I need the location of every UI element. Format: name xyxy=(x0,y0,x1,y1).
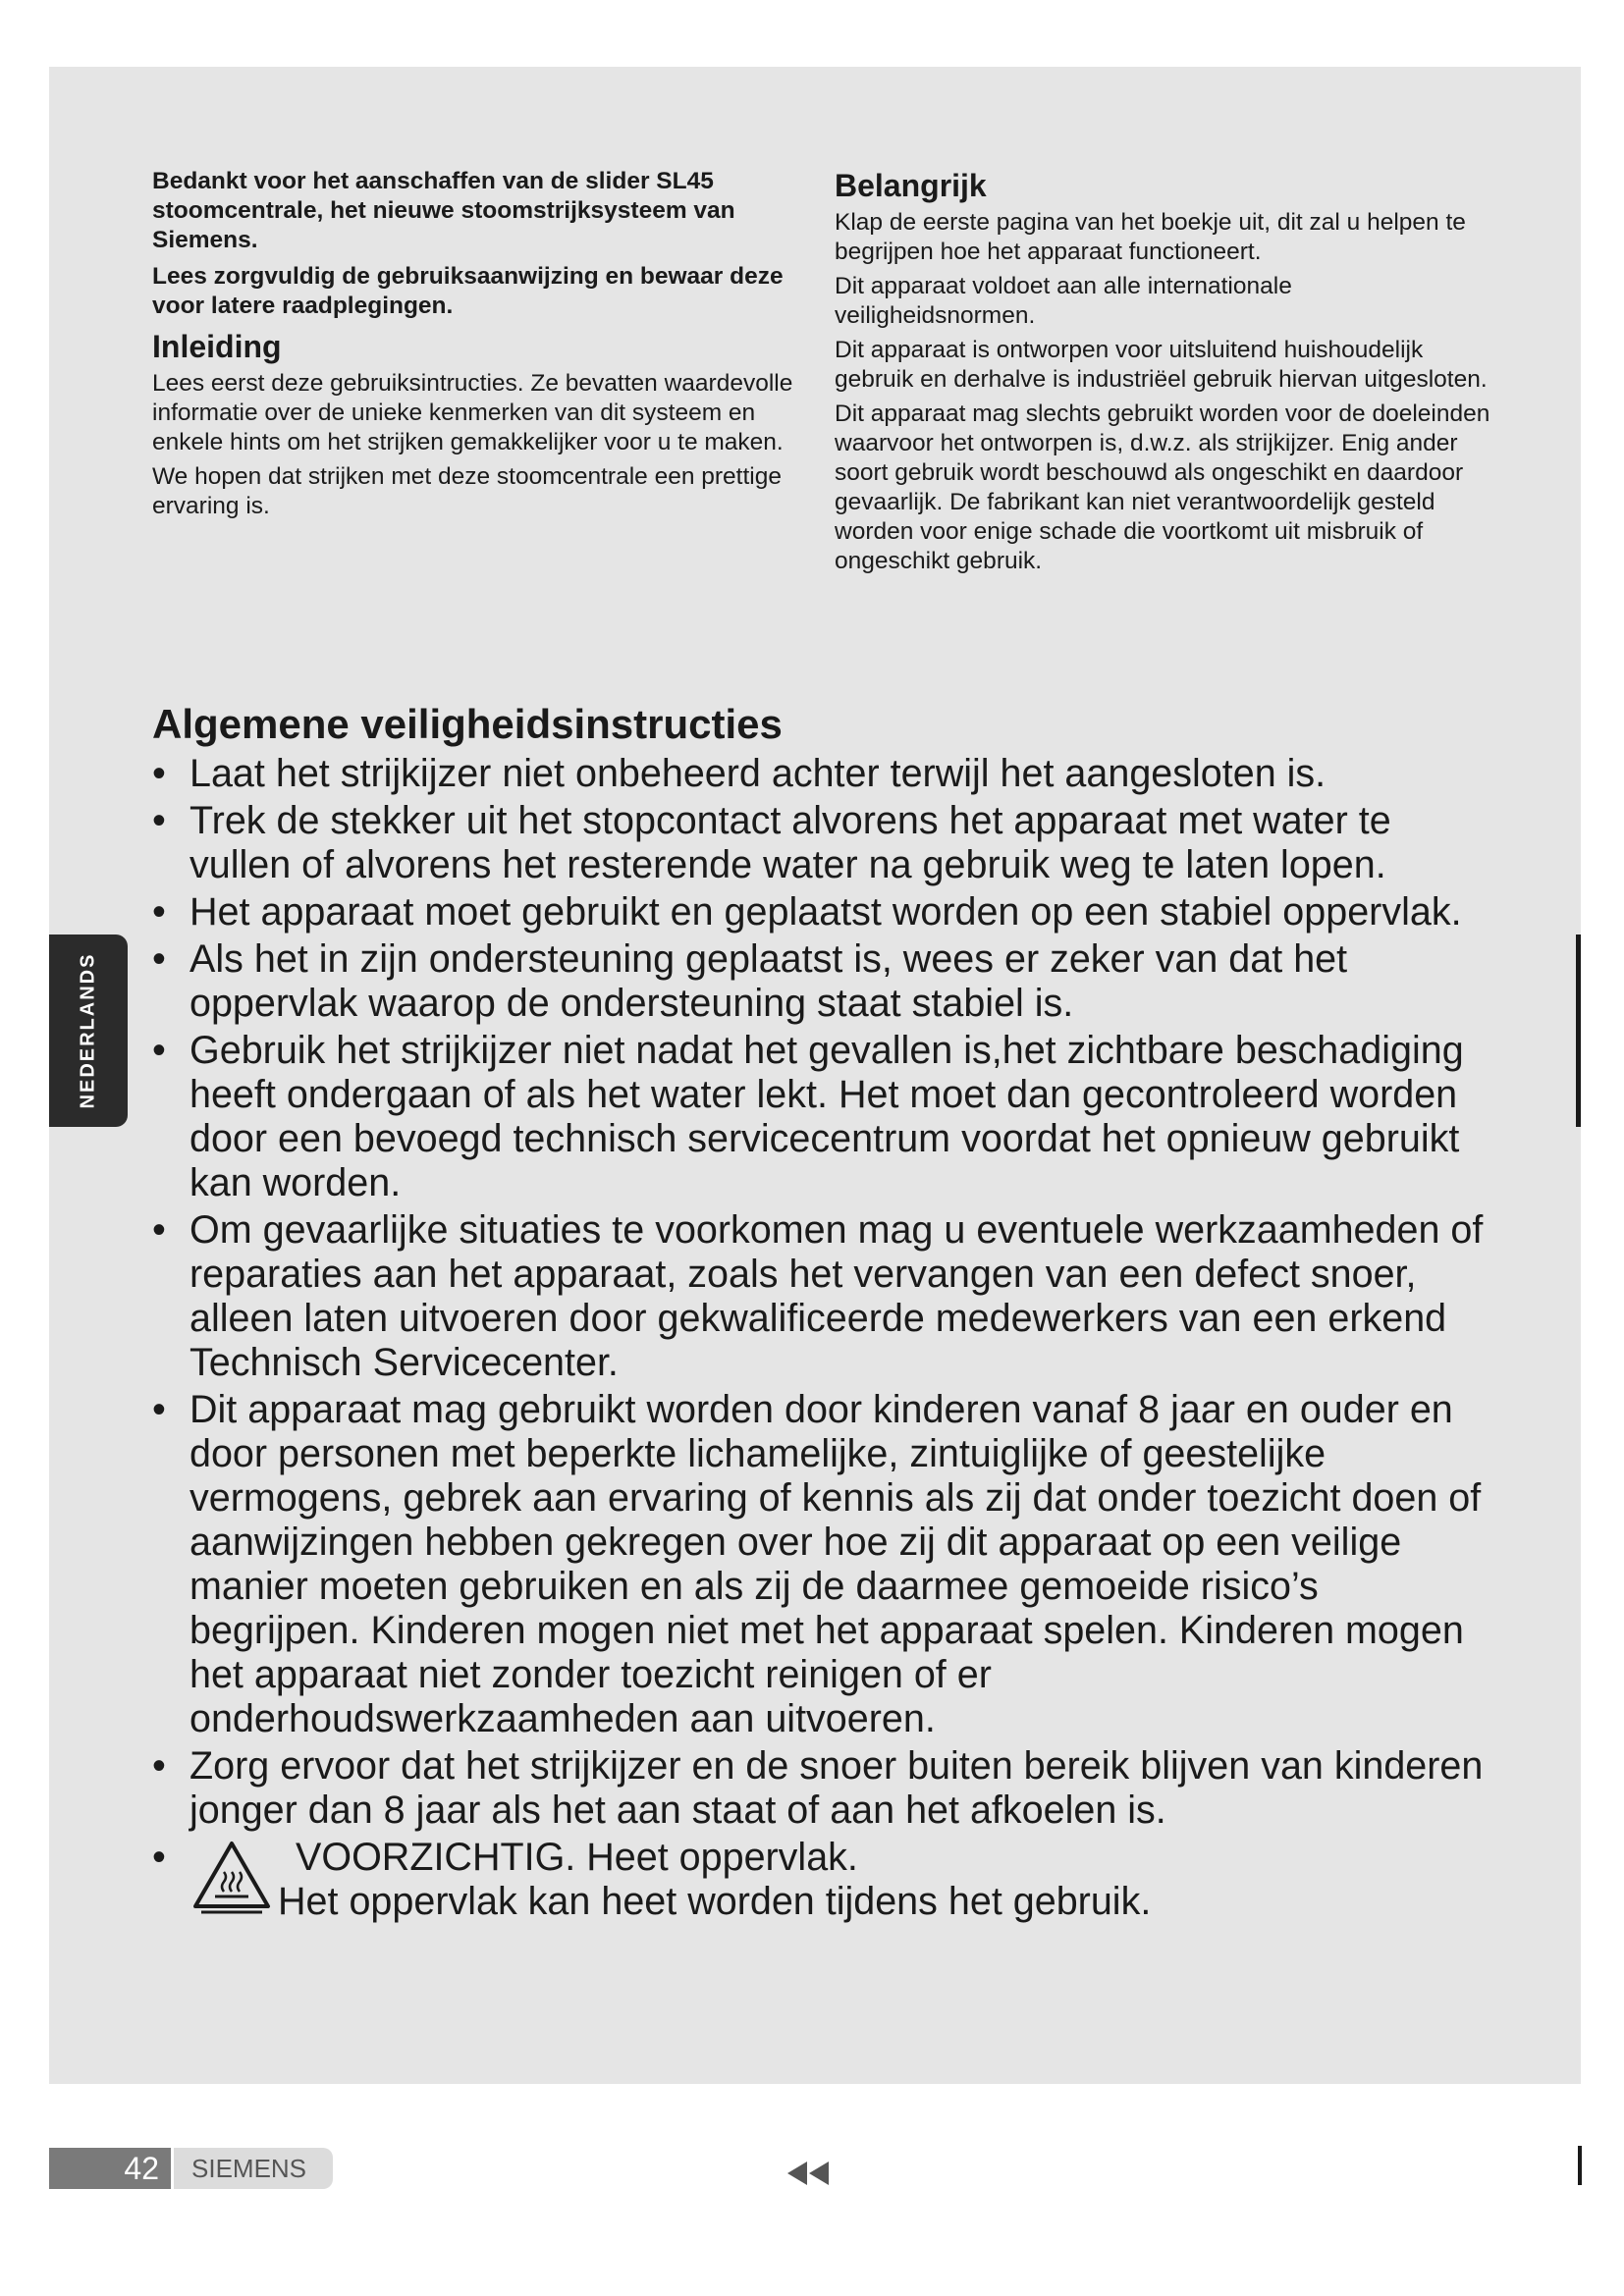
safety-item-text: Dit apparaat mag gebruikt worden door kinderen vanaf 8 jaar en ouder en door personen met beperkte lichamelijke, zintuiglijke of geestelijke vermogens, gebrek aan ervaring of kennis als zij dat onder toezicht doen of aanwijzingen hebben gekregen over hoe zij dit apparaat op een veilige manier moeten gebruiken en als zij de daarmee gemoeide risico’s begrijpen. Kinderen mogen niet met het apparaat spelen. Kinderen mogen het apparaat niet zonder toezicht reinigen of er onderhoudswerkzaamheden aan uitvoeren. xyxy=(189,1388,1482,1740)
warning-title: VOORZICHTIG. Heet oppervlak. xyxy=(296,1836,858,1879)
warning-text: Het oppervlak kan heet worden tijdens het gebruik. xyxy=(278,1880,1152,1923)
bullet: • xyxy=(152,1388,166,1431)
safety-item-text: Gebruik het strijkijzer niet nadat het gevallen is,het zichtbare beschadiging heeft ondergaan of als het water lekt. Het moet dan gecontroleerd worden door een bevoegd technisch servicecentrum voordat het opnieuw gebruikt kan worden. xyxy=(189,1029,1464,1204)
intro-right-column xyxy=(835,167,1492,581)
thanks-text: Bedankt voor het aanschaffen van de slider SL45 stoomcentrale, het nieuwe stoomstrijksysteem van Siemens. xyxy=(152,168,735,253)
safety-item-text: Zorg ervoor dat het strijkijzer en de snoer buiten bereik blijven van kinderen jonger dan 8 jaar als het aan staat of aan het afkoelen is. xyxy=(189,1744,1484,1832)
bullet: • xyxy=(152,752,166,795)
introduction-paragraph: We hopen dat strijken met deze stoomcentrale een prettige ervaring is. xyxy=(152,463,782,519)
safety-item-text: Het apparaat moet gebruikt en geplaatst worden op een stabiel oppervlak. xyxy=(189,890,1462,934)
bullet: • xyxy=(152,1029,166,1072)
footer-right-bar xyxy=(1578,2146,1582,2185)
language-tab[interactable] xyxy=(49,934,128,1127)
important-paragraph: Dit apparaat mag slechts gebruikt worden voor de doeleinden waarvoor het ontworpen is, d.w.z. als strijkijzer. Enig ander soort gebruik wordt beschouwd als ongeschikt en daardoor gevaarlijk. De fabrikant kan niet verantwoordelijk gesteld worden voor enige schade die voortkomt uit misbruik of ongeschikt gebruik. xyxy=(835,400,1490,574)
bullet: • xyxy=(152,1744,166,1788)
safety-item xyxy=(152,799,1488,887)
safety-item xyxy=(152,937,1488,1026)
intro-left-column xyxy=(152,167,810,526)
previous-page-icon[interactable] xyxy=(785,2160,835,2187)
safety-item xyxy=(152,1388,1488,1741)
safety-item-text: Laat het strijkijzer niet onbeheerd achter terwijl het aangesloten is. xyxy=(189,752,1326,795)
important-paragraph: Klap de eerste pagina van het boekje uit, dit zal u helpen te begrijpen hoe het apparaat functioneert. xyxy=(835,209,1466,265)
introduction-heading: Inleiding xyxy=(152,329,282,364)
hot-surface-warning-icon xyxy=(189,1838,274,1914)
bullet: • xyxy=(152,1208,166,1252)
brand-label: SIEMENS xyxy=(174,2148,333,2189)
bullet: • xyxy=(152,890,166,934)
safety-item xyxy=(152,752,1488,796)
safety-list xyxy=(152,752,1488,1927)
page-number: 42 xyxy=(49,2148,171,2189)
right-margin-bar xyxy=(1576,934,1581,1127)
safety-item xyxy=(152,1029,1488,1205)
bullet: • xyxy=(152,937,166,981)
important-heading: Belangrijk xyxy=(835,168,987,203)
safety-item-text: Als het in zijn ondersteuning geplaatst is, wees er zeker van dat het oppervlak waarop de ondersteuning staat stabiel is. xyxy=(189,937,1348,1025)
bullet: • xyxy=(152,799,166,842)
important-paragraph: Dit apparaat is ontworpen voor uitsluitend huishoudelijk gebruik en derhalve is industriëel gebruik hiervan uitgesloten. xyxy=(835,337,1488,393)
safety-item xyxy=(152,1208,1488,1385)
safety-item-text: Om gevaarlijke situaties te voorkomen mag u eventuele werkzaamheden of reparaties aan het apparaat, zoals het vervangen van een defect snoer, alleen laten uitvoeren door gekwalificeerde medewerkers van een erkend Technisch Servicecenter. xyxy=(189,1208,1484,1384)
safety-item-text: Trek de stekker uit het stopcontact alvorens het apparaat met water te vullen of alvorens het resterende water na gebruik weg te laten lopen. xyxy=(189,799,1391,886)
safety-title: Algemene veiligheidsinstructies xyxy=(152,701,783,747)
important-paragraph: Dit apparaat voldoet aan alle internationale veiligheidsnormen. xyxy=(835,273,1292,329)
read-carefully-text: Lees zorgvuldig de gebruiksaanwijzing en bewaar deze voor latere raadplegingen. xyxy=(152,263,784,319)
warning-item xyxy=(152,1836,1488,1924)
safety-item xyxy=(152,1744,1488,1833)
bullet: • xyxy=(152,1836,166,1879)
safety-item xyxy=(152,890,1488,934)
introduction-paragraph: Lees eerst deze gebruiksintructies. Ze bevatten waardevolle informatie over de unieke kenmerken van dit systeem en enkele hints om het strijken gemakkelijker voor u te maken. xyxy=(152,370,793,455)
language-tab-label: NEDERLANDS xyxy=(77,952,99,1109)
